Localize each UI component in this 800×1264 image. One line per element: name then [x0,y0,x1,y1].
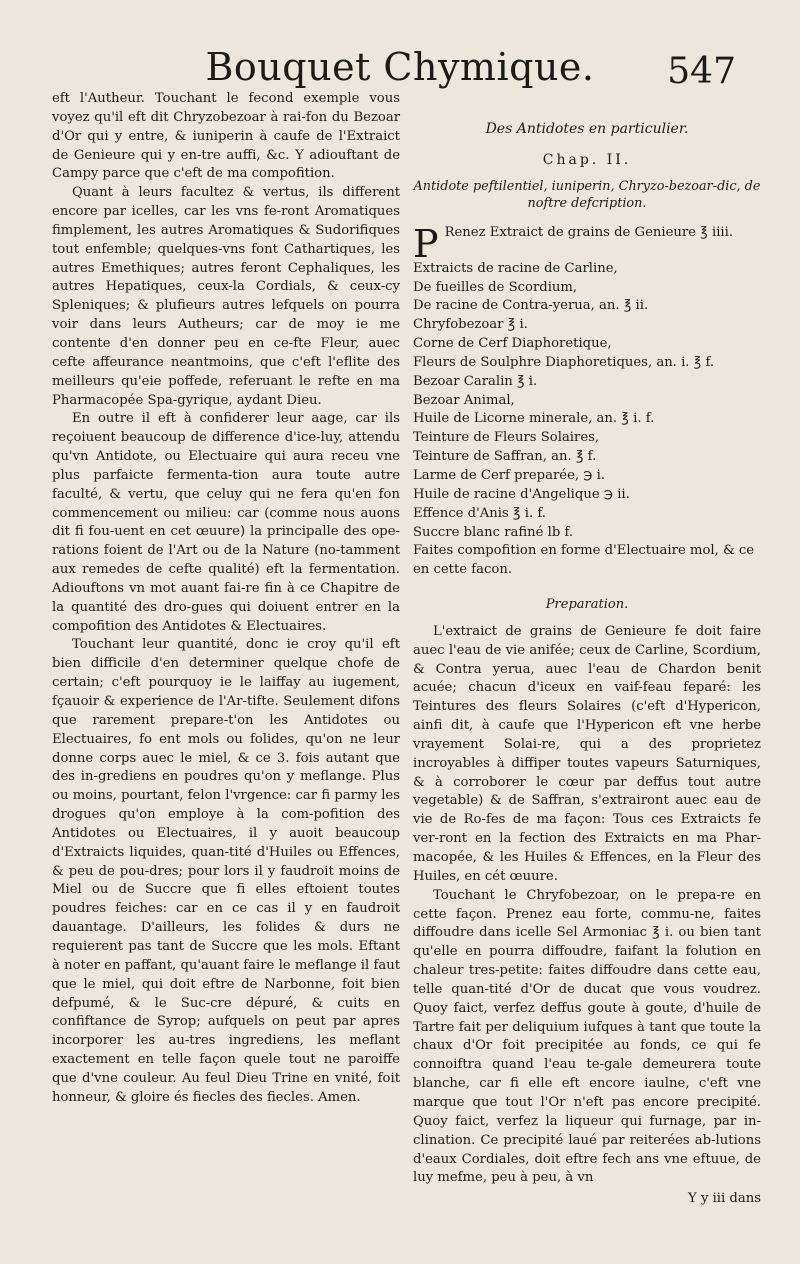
paragraph-preparation: L'extraict de grains de Genieure fe doit faire auec l'eau de vie anifée; ceux de Carline, Scordium, & Contra yerua, auec l'eau de Chardon benit acuée; chacun d'iceux en vaif-feau feparé: les Teintures des fleurs Solaires (c'eft d'Hypericon, ainfi dit, à caufe que l'Hypericon eft vne herbe vrayement Solai-re, qui a des proprietez incroyables à diffiper toutes vapeurs Saturniques, & à corroborer le cœur par deffus tout autre vegetable) & de Saffran, s'extrairont auec eau de vie de Ro-fes de ma façon: Tous ces Extraicts fe ver-ront en la fection des Extraicts en ma Phar-macopée, & les Huiles & Effences, en la Fleur des Huiles, en cét œuure. [413,623,761,884]
recipe-line: De fueilles de Scordium, [413,279,578,295]
recipe-line: Corne de Cerf Diaphoretique, [413,336,612,352]
recipe-line: Teinture de Fleurs Solaires, [413,430,600,446]
paragraph-faculties: Quant à leurs facultez & vertus, ils different encore par icelles, car les vns fe-ront Aromatiques fimplement, les autres Aromatiques & Sudorifiques tout enfemble; quelques-vns font Cathartiques, les autres Emethiques; autres feront Cephaliques, les autres Hepatiques, ceux-la Cordials, & ceux-cy Spleniques; & plufieurs autres lefquels on pourra voir dans leurs Autheurs; car de moy ie me contente d'en donner peu en ce-fte Fleur, auec cefte affeurance neantmoins, que c'eft l'eflite des meilleurs qu'eie poffede, referuant le refte en ma Pharmacopée Spa-gyrique, aydant Dieu. [52,185,400,408]
paragraph-chrysobezoar: Touchant le Chryfobezoar, on le prepa-re en cette façon. Prenez eau forte, commu-ne, faites diffoudre dans icelle Sel Armoniac ℥ i. ou bien tant qu'elle en pourra diffoudre, faifant la folution en chaleur tres-petite: faites diffoudre dans cette eau, telle quan-tité d'Or de ducat que vous voudrez. Quoy faict, verfez deffus goute à goute, d'huile de Tartre fait per deliquium iufques à tant que toute la chaux d'Or foit precipitée au fonds, ce qui fe connoiftra quand l'eau te-gale demeurera toute blanche, car fi elle eft encore iaulne, c'eft vne marque que tout l'Or n'eft pas encore precipité. Quoy faict, verfez la liqueur qui furnage, par in-clination. Ce precipité laué par reiterées ab-lutions d'eaux Cordiales, doit eftre fech ans vne eftuue, de luy mefme, peu à peu, à vn [413,887,761,1186]
recipe-line: Succre blanc rafiné lb f. [413,524,574,540]
recipe-line: Teinture de Saffran, an. ℥ f. [413,449,597,465]
recipe-line: Extraicts de racine de Carline, [413,260,618,276]
drop-capital: P [413,223,439,260]
recipe-line: De racine de Contra-yerua, an. ℥ ii. [413,298,649,314]
recipe-line: Chryfobezoar ℥ i. [413,317,528,333]
left-column [52,90,400,1108]
recipe-line: Faites compofition en forme d'Electuaire mol, & ce en cette facon. [413,543,755,578]
chapter-heading: Chap. II. [542,151,632,168]
recipe-line: Fleurs de Soulphre Diaphoretiques, an. i. ℥ f. [413,354,715,370]
recipe-line: Larme de Cerf preparée, ℈ i. [413,467,606,483]
catchword: Y y iii dans [688,1191,761,1207]
paragraph-age: En outre il eft à confiderer leur aage, car ils reçoiuent beaucoup de difference d'ice-luy, attendu qu'vn Antidote, ou Electuaire qui aura receu vne plus parfaicte fermenta-tion aura toute autre faculté, & vertu, que celuy qui ne fera qu'en fon commencement ou milieu: car (comme nous auons dit fi fou-uent en cet œuure) la principalle des ope-rations foient de l'Art ou de la Nature (no-tamment aux remedes de cefte qualité) eft la fermentation. Adiouftons vn mot auant fai-re fin à ce Chapitre de la quantité des dro-gues qui doiuent entrer en la compofition des Antidotes & Electuaires. [52,411,400,634]
recipe-line: Effence d'Anis ℥ i. f. [413,505,546,521]
preparation-heading: Preparation. [545,597,629,613]
recipe-line: Bezoar Animal, [413,392,515,408]
page-number: 547 [667,51,736,92]
chapter-title: Antidote peftilentiel, iuniperin, Chryzo-bezoar-dic, de noftre defcription. [413,178,761,211]
recipe-first-text: Renez Extraict de grains de Genieure ℥ iiii. [444,224,734,240]
right-column [413,90,761,1209]
recipe-line: Huile de Licorne minerale, an. ℥ i. f. [413,411,655,427]
running-title: Bouquet Chymique. [205,45,595,89]
section-subheading: Des Antidotes en particulier. [485,121,689,137]
recipe-line: Huile de racine d'Angelique ℈ ii. [413,486,630,502]
paragraph-continued: eft l'Autheur. Touchant le fecond exemple vous voyez qu'il eft dit Chryzobezoar à rai-fon du Bezoar d'Or qui y entre, & iuniperin à caufe de l'Extraict de Genieure qui y en-tre auffi, &c. Y adiouftant de Campy parce que c'eft de ma compofition. [52,91,400,182]
recipe-list [413,260,761,580]
recipe-first-line [413,224,761,260]
page-header [0,44,800,96]
paragraph-quantity: Touchant leur quantité, donc ie croy qu'il eft bien difficile d'en determiner quelque chofe de certain; c'eft pourquoy ie le laiffay au iugement, fçauoir & experience de l'Ar-tifte. Seulement difons que rarement prepare-t'on les Antidotes ou Electuaires, fo ent mols ou folides, qu'on ne leur donne corps auec le miel, & ce 3. fois autant que des in-grediens en poudres qu'on y meflange. Plus ou moins, pourtant, felon l'vrgence: car fi parmy les drogues qu'on employe à la com-pofition des Antidotes ou Electuaires, il y auoit beaucoup d'Extraicts liquides, quan-tité d'Huiles ou Effences, & peu de pou-dres; pour lors il y faudroit moins de Miel ou de Succre que fi elles eftoient toutes poudres feiches: car en ce cas il y en faudroit dauantage. D'ailleurs, les folides & durs ne requierent pas tant de Succre que les mols. Eftant à noter en paffant, qu'auant faire le meflange il faut que le miel, qui doit eftre de Narbonne, foit bien defpumé, & le Suc-cre dépuré, & cuits en confiftance de Syrop; aufquels on peut par apres incorporer les au-tres ingrediens, les meflant exactement en telle façon quele tout ne paroiffe que d'vne couleur. Au feul Dieu Trine en vnité, foit honneur, & gloire és fiecles des fiecles. Amen. [52,637,400,1105]
recipe-line: Bezoar Caralin ℥ i. [413,373,538,389]
